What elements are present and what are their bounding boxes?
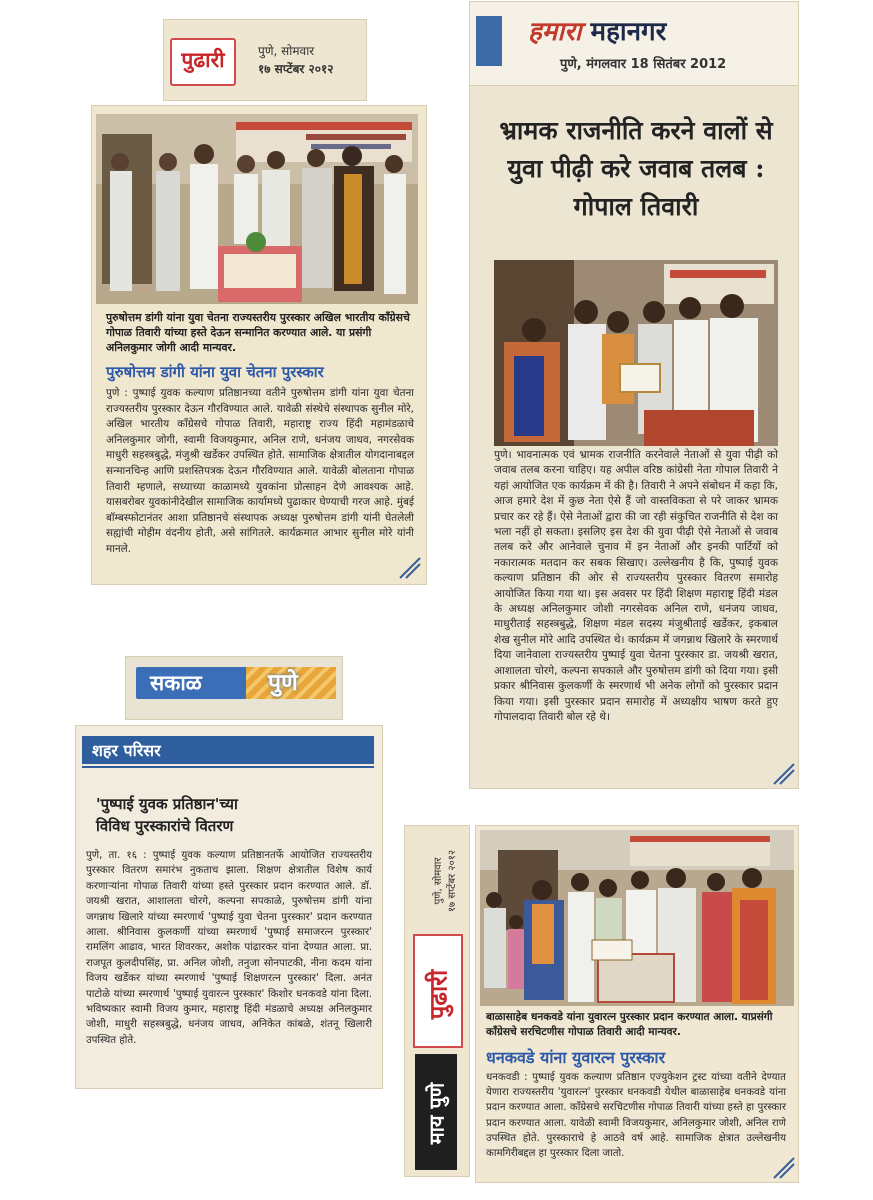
pudhari-logo	[170, 38, 236, 86]
clip-corner-mark	[772, 1156, 796, 1180]
sakal-body: पुणे, ता. १६ : पुष्पाई युवक कल्याण प्रतिष्ठानतर्फे आयोजित राज्यस्तरीय पुरस्कार वितरण समारंभ नुकताच झाला. शिक्षण क्षेत्रातील विशेष कार्य करणाऱ्यांना गोपाळ तिवारी यांच्या हस्ते पुरस्कार प्रदान करण्यात आले. डॉ. जयश्री खरात, आशालता चोरगे, कल्पना सपकाळे, पुरुषोत्तम डांगी यांना जगन्नाथ खिलारे यांच्या स्मरणार्थ 'पुष्पाई युवा चेतना पुरस्कार' प्रदान करण्यात आला. श्रीनिवास कुलकर्णी यांच्या स्मरणार्थ 'पुष्पाई समाजरत्न पुरस्कार' रामलिंग आढाव, भारत शिवरकर, अशोक पांढारकर यांना देण्यात आला. प्रा. राजपूत कुलदीपसिंह, प्रा. अनिल जोशी, तनुजा सोनपाटकी, नीना कदम यांना विजय खर्डेकर यांच्या स्मरणार्थ 'पुष्पाई शिक्षणरत्न पुरस्कार' दिला. अनंत पाटोळे यांच्या स्मरणार्थ 'पुष्पाई युवारत्न पुरस्कार' किशोर धनकवडे यांना दिला. भविष्यकार स्वामी विजय कुमार, महाराष्ट्र हिंदी मंडळाचे अध्यक्ष अनिलकुमार जोशी, माधुरी सहस्त्रबुद्धे, धनंजय जाधव, अनिकेत कांबळे, शंतनू खिलारी उपस्थित होते.	[86, 850, 372, 1046]
pudhari-side-section-label: माय पुणे	[424, 1082, 449, 1145]
hamara-logo	[528, 12, 666, 48]
pudhari-top-date-line1: पुणे, सोमवार	[258, 44, 315, 58]
pudhari-logo-text: पुढारी	[181, 47, 225, 72]
pudhari-top-article-clip	[92, 106, 426, 584]
sakal-city-text: पुणे	[268, 669, 298, 696]
pudhari-bottom-side-clip	[405, 826, 469, 1176]
sakal-masthead-clip	[126, 657, 342, 719]
pudhari-side-date-line2: १७ सप्टेंबर २०१२	[447, 849, 458, 913]
pudhari-bottom-body: धनकवडी : पुष्पाई युवक कल्याण प्रतिष्ठान एज्युकेशन ट्रस्ट यांच्या वतीने देण्यात येणारा राज्यस्तरीय 'युवारत्न' पुरस्कार धनकवडी येथील बाळासाहेब धनकवडे यांना प्रदान करण्यात आला. काँग्रेसचे सरचिटणीस गोपाळ तिवारी यांच्या हस्ते हा पुरस्कार प्रदान करण्यात आला. यावेळी स्वामी विजयकुमार, अनिलकुमार जोशी, अनिल राणे उपस्थित होते. पुरस्काराचे हे आठवे वर्ष आहे. सामाजिक क्षेत्रात उल्लेखनीय कामगिरीबद्दल हा पुरस्कार दिला जातो.	[486, 1072, 786, 1160]
hamara-blue-bar	[476, 16, 502, 66]
hamara-masthead-clip	[470, 2, 798, 86]
sakal-article-clip	[76, 726, 382, 1088]
award-handover-photo	[494, 260, 778, 446]
pudhari-top-body: पुणे : पुष्पाई युवक कल्याण प्रतिष्ठानच्या वतीने पुरुषोत्तम डांगी यांना युवा चेतना राज्यस्तरीय पुरस्कार देऊन गौरविण्यात आले. यावेळी संस्थेचे संस्थापक सुनील मोरे, अखिल भारतीय काँग्रेसचे गोपाळ तिवारी, महाराष्ट्र राज्य हिंदी महामंडळाचे अनिलकुमार जोगी, स्वामी विजयकुमार, अनिल राणे, धनंजय जाधव, नगरसेवक माधुरी सहस्त्रबुद्धे, मंजुश्री खर्डेकर उपस्थित होते. सामाजिक क्षेत्रातील योगदानाबद्दल सन्मानचिन्ह आणि प्रशस्तिपत्रक देऊन गौरविण्यात आले. यावेळी बोलताना गोपाळ तिवारी म्हणाले, सध्याच्या काळामध्ये युवकांना प्रोत्साहन देणे आवश्यक आहे. यासबरोबर युवकांनीदेखील सामाजिक कार्यामध्ये पुढाकार घेण्याची गरज आहे. मुंबई बॉम्बस्फोटानंतर आशा प्रतिष्ठानचे संस्थापक अध्यक्ष पुरुषोत्तम डांगी यांनी घेतलेली सह्यांची मोहीम वंदनीय होती, असे सांगितले. कार्यक्रमात आभार सुनील मोरे यांनी मानले.	[106, 387, 414, 555]
sakal-section-bar	[82, 736, 374, 764]
pudhari-side-logo	[413, 934, 463, 1048]
pudhari-bottom-article-clip	[476, 826, 798, 1182]
hamara-photo	[494, 260, 778, 446]
pudhari-bottom-caption: बाळासाहेब धनकवडे यांना युवारत्न पुरस्कार प्रदान करण्यात आला. याप्रसंगी काँग्रेसचे सरचिटणीस गोपाळ तिवारी आदी मान्यवर.	[486, 1011, 773, 1038]
sakal-section-label: शहर परिसर	[92, 741, 161, 760]
pudhari-top-headline: पुरुषोत्तम डांगी यांना युवा चेतना पुरस्कार	[106, 363, 324, 381]
pudhari-top-caption: पुरुषोत्तम डांगी यांना युवा चेतना राज्यस्तरीय पुरस्कार अखिल भारतीय काँग्रेसचे गोपाळ तिवारी यांच्या हस्ते देऊन सन्मानित करण्यात आले. या प्रसंगी अनिलकुमार जोगी आदी मान्यवर.	[106, 311, 410, 354]
hamara-headline: भ्रामक राजनीति करने वालों से युवा पीढ़ी करे जवाब तलब : गोपाल तिवारी	[499, 116, 773, 221]
pudhari-bottom-photo	[480, 830, 794, 1006]
hamara-article-clip	[470, 86, 798, 788]
sakal-logo-text: सकाळ	[150, 670, 202, 695]
hamara-date: पुणे, मंगलवार 18 सितंबर 2012	[560, 57, 727, 72]
pudhari-side-section-bar	[415, 1054, 457, 1170]
sakal-headline-line1: 'पुष्पाई युवक प्रतिष्ठान'च्या	[96, 795, 238, 813]
pudhari-side-logo-text: पुढारी	[423, 969, 453, 1020]
pudhari-side-date	[415, 834, 459, 930]
sakal-section-rule	[82, 766, 374, 768]
hamara-logo-part2: महानगर	[590, 17, 667, 47]
sakal-headline-line2: विविध पुरस्कारांचे वितरण	[96, 817, 234, 835]
pudhari-top-photo	[96, 114, 418, 304]
clip-corner-mark	[398, 556, 422, 580]
pudhari-top-date-line2: १७ सप्टेंबर २०१२	[258, 62, 334, 76]
clip-corner-mark	[772, 762, 796, 786]
pudhari-bottom-headline: धनकवडे यांना युवारत्न पुरस्कार	[486, 1048, 666, 1067]
pudhari-side-date-line1: पुणे, सोमवार	[433, 857, 444, 905]
pudhari-top-masthead-clip	[164, 20, 366, 100]
award-ceremony-photo	[96, 114, 418, 304]
yuvaratna-award-photo	[480, 830, 794, 1006]
hamara-logo-part1: हमारा	[528, 17, 582, 47]
hamara-body: पुणे। भावनात्मक एवं भ्रामक राजनीति करनेवाले नेताओं से युवा पीढ़ी को जवाब तलब करना चाहिए। यह अपील वरिष्ठ कांग्रेसी नेता गोपाल तिवारी ने यहां आयोजित एक कार्यक्रम में की है। तिवारी ने अपने संबोधन में कहा कि, आज हमारे देश में कुछ नेता ऐसे हैं जो वास्तविकता से परे जाकर भ्रामक प्रचार कर रहे हैं। ऐसे नेताओं द्वारा की जा रही संकुचित राजनीति से देश का भला नहीं हो सकता। इसलिए इस देश की युवा पीढ़ी ऐसे नेताओं से जवाब तलब करे और आनेवाले चुनाव में इन नेताओं और इनकी पार्टियों को नकारात्मक मतदान कर सबक सिखाए। उल्लेखनीय है कि, पुष्पाई युवक कल्याण प्रतिष्ठान की ओर से राज्यस्तरीय पुरस्कार वितरण समारोह आयोजित किया गया था। इस अवसर पर हिंदी शिक्षण महाराष्ट्र हिंदी मंडल के अध्यक्ष अनिलकुमार जोशी नगरसेवक अनिल राणे, धनंजय जाधव, माधुरीताई सहस्त्रबुद्धे, शिक्षण मंडल सदस्य मंजुश्रीताई खर्डेकर, इकबाल शेख सुनील मोरे आदि उपस्थित थे। कार्यक्रम में जगन्नाथ खिलारे के स्मरणार्थ दिया जानेवाला राज्यस्तरीय पुष्पाई युवा चेतना पुरस्कार डा. जयश्री खरात, आशालता चोरगे, कल्पना सपकाले और पुरुषोत्तम डांगी को दिया गया। इसी प्रकार श्रीनिवास कुलकर्णी के स्मरणार्थ भी अनेक लोगों को पुरस्कार प्रदान किया गया। इसी पुरस्कार प्रदान समारोह में अध्यक्षीय भाषण करते हुए गोपालदादा तिवारी बोल रहे थे।	[494, 449, 778, 723]
